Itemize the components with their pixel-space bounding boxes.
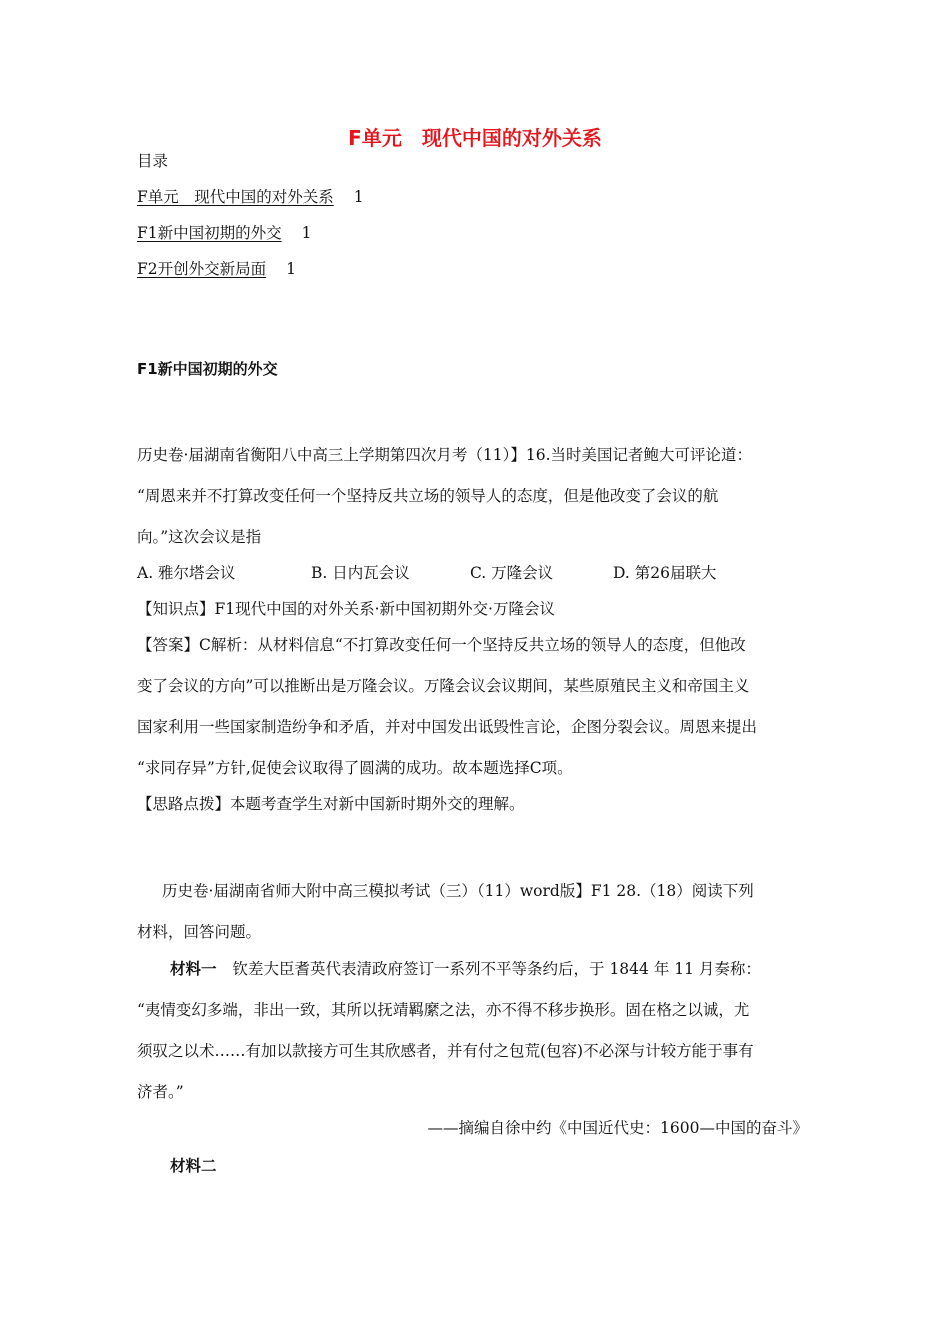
material-1-line-4: 济者。” [137, 1083, 184, 1101]
material-1-first-line: 钦差大臣耆英代表清政府签订一系列不平等条约后，于 1844 年 11 月奏称： [232, 960, 761, 978]
q1-tip: 【思路点拨】本题考查学生对新中国新时期外交的理解。 [137, 795, 525, 813]
option-a: A. 雅尔塔会议 [137, 564, 236, 582]
material-2-label: 材料二 [170, 1157, 217, 1175]
q1-answer-line-3: 国家利用一些国家制造纷争和矛盾，并对中国发出诋毁性言论，企图分裂会议。周恩来提出 [137, 718, 758, 736]
toc-item-label[interactable]: F1新中国初期的外交 [137, 224, 282, 242]
material-1-line-2: “夷情变幻多端，非出一致，其所以抚靖羁縻之法，亦不得不移步换形。固在格之以诚，尤 [137, 1001, 750, 1019]
material-1-label: 材料一 [170, 960, 217, 978]
material-1 [170, 958, 761, 980]
section-heading-f1: F1新中国初期的外交 [137, 360, 278, 378]
q1-line-3: 向。”这次会议是指 [137, 528, 262, 546]
toc-item-f1[interactable] [137, 222, 312, 244]
q1-options [137, 562, 837, 584]
q1-line-1: 历史卷·届湖南省衡阳八中高三上学期第四次月考（11）】16.当时美国记者鲍大可评论道： [137, 446, 753, 464]
material-1-line-3: 须驭之以术……有加以款接方可生其欣感者，并有付之包荒(包容)不必深与计较方能于事有 [137, 1042, 754, 1060]
option-c: C. 万隆会议 [470, 564, 554, 582]
toc-item-page: 1 [286, 260, 296, 278]
material-1-source: ——摘编自徐中约《中国近代史：1600—中国的奋斗》 [427, 1119, 808, 1137]
toc-heading: 目录 [137, 152, 169, 170]
q1-answer-line-4: “求同存异”方针,促使会议取得了圆满的成功。故本题选择C项。 [137, 759, 573, 777]
q1-line-2: “周恩来并不打算改变任何一个坚持反共立场的领导人的态度，但是他改变了会议的航 [137, 487, 719, 505]
q1-answer-line-2: 变了会议的方向”可以推断出是万隆会议。万隆会议会议期间，某些原殖民主义和帝国主义 [137, 677, 750, 695]
toc-item-page: 1 [301, 224, 312, 242]
q1-knowledge-point: 【知识点】F1现代中国的对外关系·新中国初期外交·万隆会议 [137, 600, 555, 618]
option-b: B. 日内瓦会议 [311, 564, 410, 582]
option-d: D. 第26届联大 [613, 564, 717, 582]
toc-item-label[interactable]: F2开创外交新局面 [137, 260, 267, 278]
toc-item-unit-f[interactable] [137, 186, 364, 208]
q1-answer-line-1: 【答案】C解析：从材料信息“不打算改变任何一个坚持反共立场的领导人的态度，但他改 [137, 636, 746, 654]
toc-item-page: 1 [353, 188, 364, 206]
document-title: F单元 现代中国的对外关系 [348, 126, 602, 150]
toc-item-label[interactable]: F单元 现代中国的对外关系 [137, 188, 334, 206]
q2-intro-line-1: 历史卷·届湖南省师大附中高三模拟考试（三）（11）word版】F1 28.（18）阅读下列 [162, 882, 754, 900]
toc-item-f2[interactable] [137, 258, 296, 280]
q2-intro-line-2: 材料，回答问题。 [137, 923, 262, 941]
